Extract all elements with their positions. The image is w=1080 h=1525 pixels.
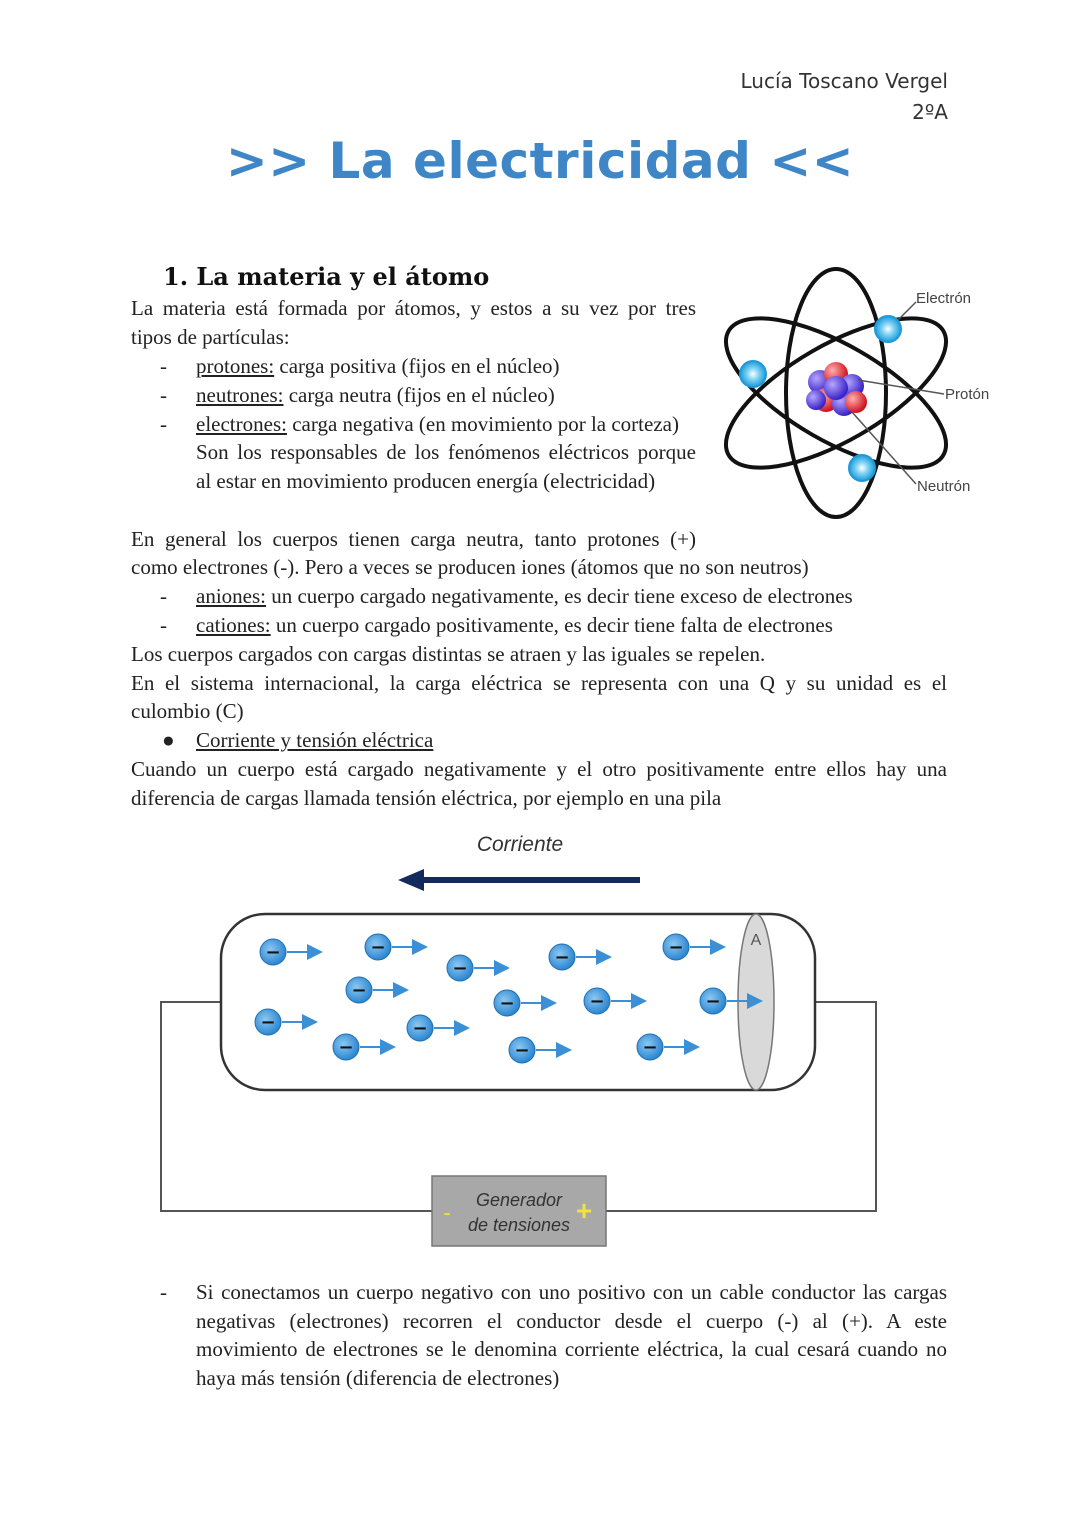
author-block	[741, 66, 949, 128]
generator-minus: -	[443, 1200, 451, 1225]
electron-particle	[740, 361, 766, 387]
list-item-electrones	[196, 410, 679, 439]
final-line-3: movimiento de electrones se le denomina corriente eléctrica, la cual cesará cuando no	[196, 1337, 947, 1361]
si-line-2: culombio (C)	[131, 699, 244, 723]
list-item-protones	[196, 352, 560, 381]
bullet-dot: ●	[162, 728, 175, 752]
desc-neutrones: carga neutra (fijos en el núcleo)	[283, 383, 555, 407]
list-dash: -	[160, 584, 167, 608]
current-label: Corriente	[476, 833, 564, 856]
desc-cationes: un cuerpo cargado positivamente, es decir tiene falta de electrones	[270, 613, 833, 637]
final-line-2: negativas (electrones) recorren el conductor desde el cuerpo (-) al (+). A este	[196, 1309, 947, 1333]
term-protones: protones:	[196, 354, 275, 378]
list-dash: -	[160, 383, 167, 407]
desc-aniones: un cuerpo cargado negativamente, es decir tiene exceso de electrones	[265, 584, 853, 608]
label-electron: Electrón	[916, 290, 972, 307]
list-item-aniones	[196, 582, 853, 611]
label-proton: Protón	[945, 386, 990, 403]
neutral-line-2: como electrones (-). Pero a veces se producen iones (átomos que no son neutros)	[131, 555, 809, 579]
electron-particle	[849, 455, 875, 481]
electron-sign: −	[260, 1012, 276, 1033]
electron-sign: −	[499, 993, 515, 1014]
list-dash: -	[160, 613, 167, 637]
si-line-1: En el sistema internacional, la carga eléctrica se representa con una Q y su unidad es el	[131, 671, 947, 695]
term-neutrones: neutrones:	[196, 383, 284, 407]
electron-sign: −	[668, 937, 684, 958]
nucleus	[806, 362, 867, 416]
tension-line-1: Cuando un cuerpo está cargado negativamente y el otro positivamente entre ellos hay una	[131, 757, 947, 781]
list-item-neutrones	[196, 381, 555, 410]
electron-particle	[875, 316, 901, 342]
electron-sign: −	[351, 980, 367, 1001]
current-arrow	[398, 869, 640, 891]
term-aniones: aniones:	[196, 584, 266, 608]
intro-line-1: La materia está formada por átomos, y estos a su vez por tres	[131, 296, 696, 320]
term-cationes: cationes:	[196, 613, 271, 637]
final-line-1: Si conectamos un cuerpo negativo con uno positivo con un cable conductor las cargas	[196, 1280, 947, 1304]
generator-line-2: de tensiones	[467, 1215, 571, 1235]
term-electrones: electrones:	[196, 412, 287, 436]
atom-diagram	[716, 262, 1006, 524]
current-diagram	[150, 826, 890, 1256]
electron-sign: −	[705, 991, 721, 1012]
tension-line-2: diferencia de cargas llamada tensión eléctrica, por ejemplo en una pila	[131, 786, 722, 810]
generator-line-1: Generador	[475, 1190, 563, 1210]
generator-plus: +	[575, 1195, 593, 1226]
bullet-corriente: Corriente y tensión eléctrica	[196, 728, 434, 752]
desc-protones: carga positiva (fijos en el núcleo)	[274, 354, 560, 378]
electron-sign: −	[412, 1018, 428, 1039]
electron-sign: −	[642, 1037, 658, 1058]
attract-line: Los cuerpos cargados con cargas distintas se atraen y las iguales se repelen.	[131, 642, 766, 666]
desc-electrones: carga negativa (en movimiento por la corteza)	[286, 412, 679, 436]
electron-sign: −	[554, 947, 570, 968]
final-line-4: haya más tensión (diferencia de electrones)	[196, 1366, 560, 1390]
neutral-line-1: En general los cuerpos tienen carga neutra, tanto protones (+)	[131, 527, 696, 551]
intro-line-2: tipos de partículas:	[131, 325, 290, 349]
electron-sign: −	[265, 942, 281, 963]
electron-note-line-1: Son los responsables de los fenómenos eléctricos porque	[196, 440, 696, 464]
electron-note-line-2: al estar en movimiento producen energía (electricidad)	[196, 469, 656, 493]
author-class: 2ºA	[912, 100, 948, 124]
label-neutron: Neutrón	[917, 478, 971, 495]
electron-sign: −	[338, 1037, 354, 1058]
page-title: >> La electricidad <<	[225, 132, 855, 190]
cross-section-label: A	[750, 932, 762, 949]
electron-sign: −	[589, 991, 605, 1012]
electron-sign: −	[452, 958, 468, 979]
electron-sign: −	[514, 1040, 530, 1061]
section-heading: 1. La materia y el átomo	[163, 262, 490, 291]
list-dash: -	[160, 354, 167, 378]
list-dash: -	[160, 412, 167, 436]
author-name: Lucía Toscano Vergel	[740, 69, 948, 93]
electron-sign: −	[370, 937, 386, 958]
list-dash: -	[160, 1280, 167, 1304]
list-item-cationes	[196, 611, 833, 640]
